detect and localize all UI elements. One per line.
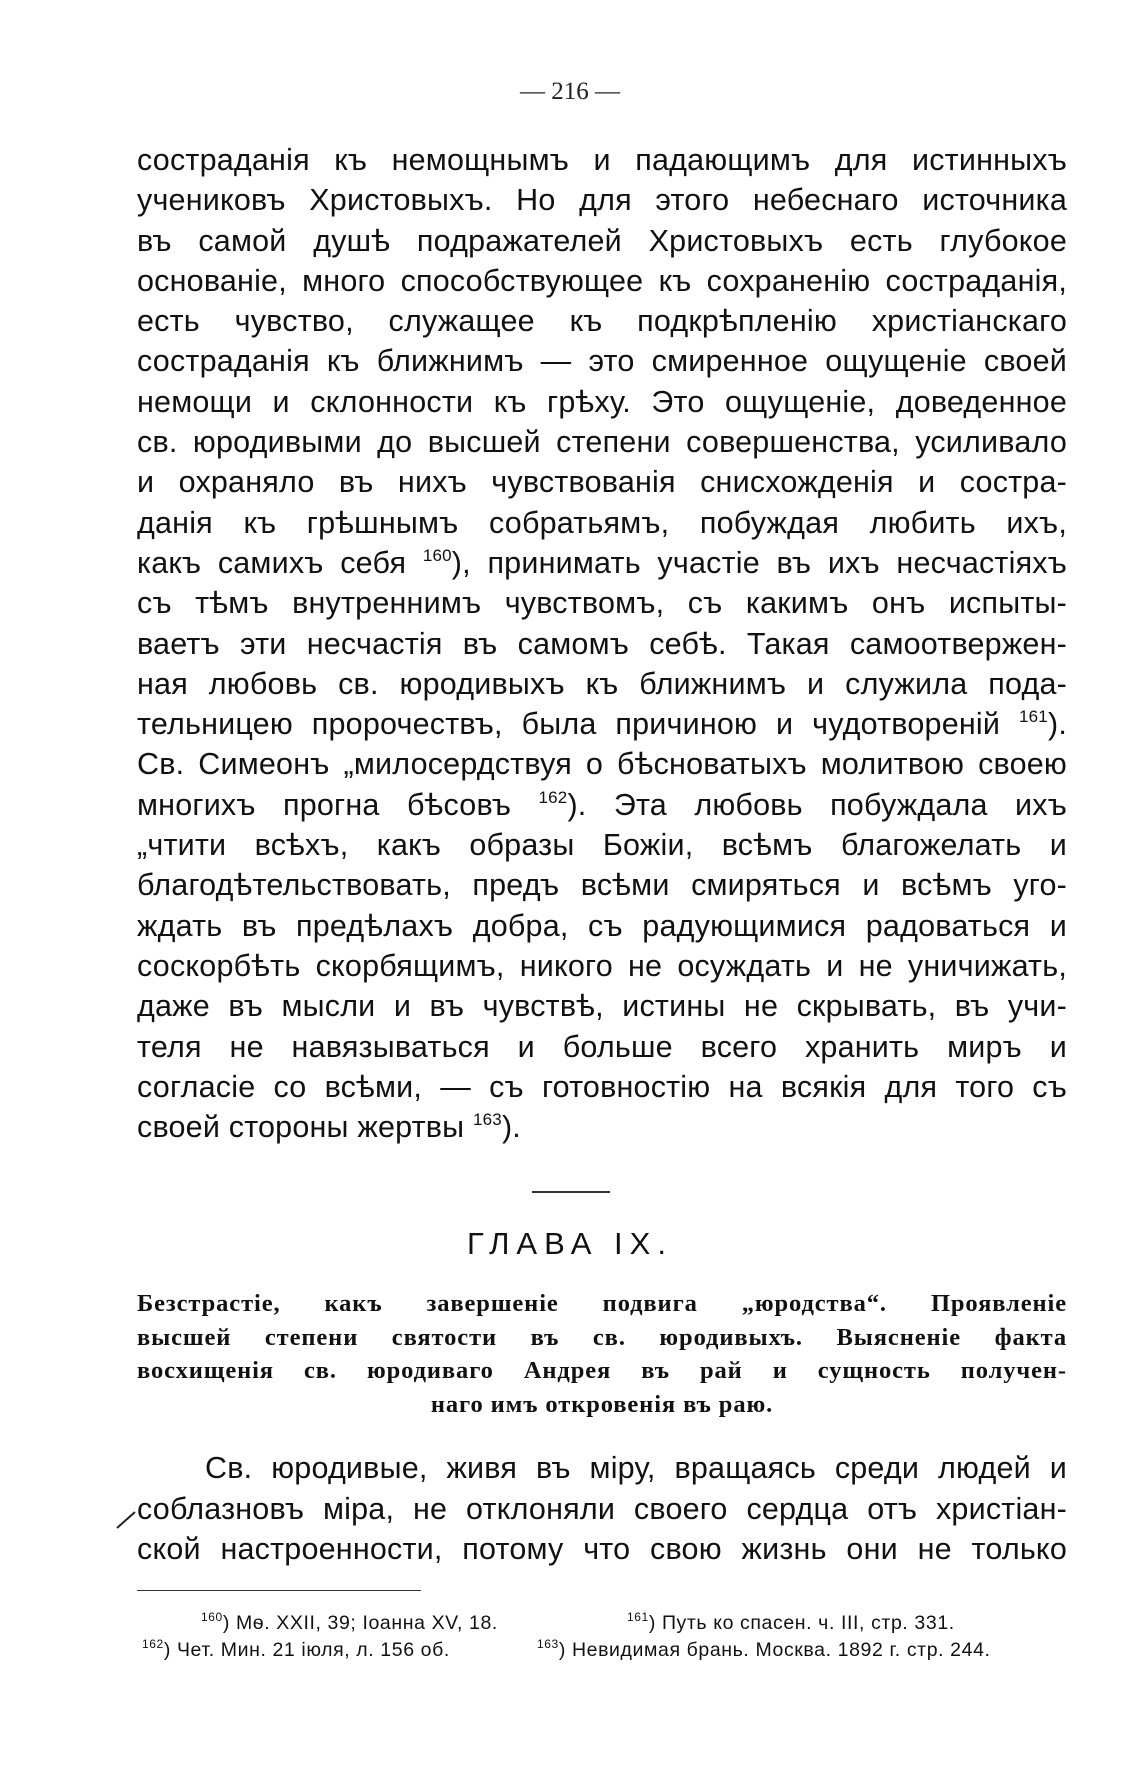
footnote-ref-160: 160 — [422, 545, 452, 565]
footnote-ref-163: 163 — [472, 1110, 502, 1130]
text-line: состраданія къ ближнимъ — это смиренное ощущеніе своей — [137, 344, 1067, 379]
text-line: ная любовь св. юродивыхъ къ ближнимъ и служила пода- — [137, 666, 1067, 701]
text-line: соблазновъ міра, не отклоняли своего сердца отъ христіан- — [137, 1491, 1067, 1526]
footnote-number: 160 — [201, 1610, 223, 1624]
text-line: „чтити всѣхъ, какъ образы Божіи, всѣмъ благожелать и — [137, 828, 1067, 863]
text-fragment: ). Эта любовь побуждала ихъ — [567, 787, 1067, 822]
footnote-number: 162 — [142, 1637, 164, 1651]
text-line: соскорбѣть скорбящимъ, никого не осуждать и не уничижать, — [137, 948, 1067, 983]
synopsis-line: наго имъ откровенія въ раю. — [430, 1390, 774, 1418]
synopsis-line: Безстрастіе, какъ завершеніе подвига „юродства“. Проявленіе — [137, 1290, 1067, 1317]
footnotes — [137, 1610, 1067, 1664]
footnote-162 — [142, 1637, 450, 1666]
text-line: состраданія къ немощнымъ и падающимъ для истинныхъ — [137, 143, 1067, 177]
text-line: согласіе со всѣми, — съ готовностію на всякія для того съ — [137, 1069, 1067, 1104]
text-line: немощи и склонности къ грѣху. Это ощущеніе, доведенное — [137, 384, 1067, 419]
page-number: — 216 — — [520, 78, 620, 105]
text-fragment: какъ самихъ себя — [137, 545, 423, 580]
text-line — [137, 1107, 1067, 1147]
footnote-text: ) Невидимая брань. Москва. 1892 г. стр. 244. — [558, 1639, 991, 1661]
text-line: и охраняло въ нихъ чувствованія снисхожденія и состра- — [137, 465, 1067, 500]
text-line: Св. Симеонъ „милосердствуя о бѣсноватыхъ молитвою своею — [137, 747, 1067, 782]
text-line: данія къ грѣшнымъ собратьямъ, побуждая любить ихъ, — [137, 505, 1067, 540]
body-paragraph — [137, 140, 1067, 1147]
footnote-separator — [137, 1590, 421, 1591]
text-fragment: ), принимать участіе въ ихъ несчастіяхъ — [451, 545, 1068, 580]
footnote-161 — [627, 1610, 955, 1639]
synopsis-line: восхищенія св. юродиваго Андрея въ рай и сущность получен- — [137, 1357, 1067, 1384]
text-line: ской настроенности, потому что свою жизнь они не только — [137, 1532, 1067, 1566]
footnote-number: 163 — [537, 1637, 559, 1651]
text-line — [137, 704, 1067, 744]
text-fragment: многихъ прогна бѣсовъ — [137, 787, 539, 822]
text-fragment: тельницею пророчествъ, была причиною и чудотвореній — [137, 707, 1019, 742]
text-line: св. юродивыми до высшей степени совершенства, усиливало — [137, 425, 1067, 460]
footnote-row — [137, 1637, 1067, 1664]
footnote-text: ) Мѳ. XXII, 39; Іоанна XV, 18. — [222, 1612, 498, 1634]
footnote-text: ) Чет. Мин. 21 іюля, л. 156 об. — [163, 1639, 450, 1661]
section-separator — [532, 1191, 610, 1193]
footnote-text: ) Путь ко спасен. ч. III, стр. 331. — [648, 1612, 955, 1634]
footnote-ref-161: 161 — [1019, 707, 1048, 727]
text-line: благодѣтельствовать, предъ всѣми смиряться и всѣмъ уго- — [137, 868, 1067, 903]
text-line: ждать въ предѣлахъ добра, съ радующимися радоваться и — [137, 908, 1067, 943]
pencil-mark-icon — [115, 1508, 137, 1530]
text-line: основаніе, много способствующее къ сохраненію состраданія, — [137, 263, 1067, 298]
footnote-row — [137, 1610, 1067, 1637]
footnote-163 — [537, 1637, 991, 1666]
footnote-160 — [201, 1610, 498, 1639]
text-line: ваетъ эти несчастія въ самомъ себѣ. Такая самоотвержен- — [137, 626, 1067, 661]
text-line — [137, 785, 1067, 825]
chapter-synopsis — [137, 1287, 1067, 1421]
footnote-ref-162: 162 — [538, 787, 568, 807]
text-line: даже въ мысли и въ чувствѣ, истины не скрывать, въ учи- — [137, 989, 1067, 1024]
chapter-paragraph — [137, 1448, 1067, 1570]
text-line: есть чувство, служащее къ подкрѣпленію христіанскаго — [137, 304, 1067, 339]
synopsis-line: высшей степени святости въ св. юродивыхъ. Выясненіе факта — [137, 1323, 1067, 1351]
footnote-number: 161 — [627, 1610, 649, 1624]
chapter-heading: ГЛАВА IX. — [467, 1226, 673, 1261]
text-line: учениковъ Христовыхъ. Но для этого небеснаго источника — [137, 183, 1067, 218]
text-line — [137, 543, 1067, 583]
text-fragment: ). — [1047, 707, 1067, 742]
text-line: Св. юродивые, живя въ міру, вращаясь среди людей и — [205, 1451, 1067, 1485]
text-line: съ тѣмъ внутреннимъ чувствомъ, съ какимъ онъ испыты- — [137, 586, 1067, 621]
text-line: теля не навязываться и больше всего хранить миръ и — [137, 1029, 1067, 1064]
text-line: въ самой душѣ подражателей Христовыхъ есть глубокое — [137, 223, 1067, 258]
text-fragment: ). — [501, 1110, 521, 1145]
text-fragment: своей стороны жертвы — [137, 1110, 473, 1145]
